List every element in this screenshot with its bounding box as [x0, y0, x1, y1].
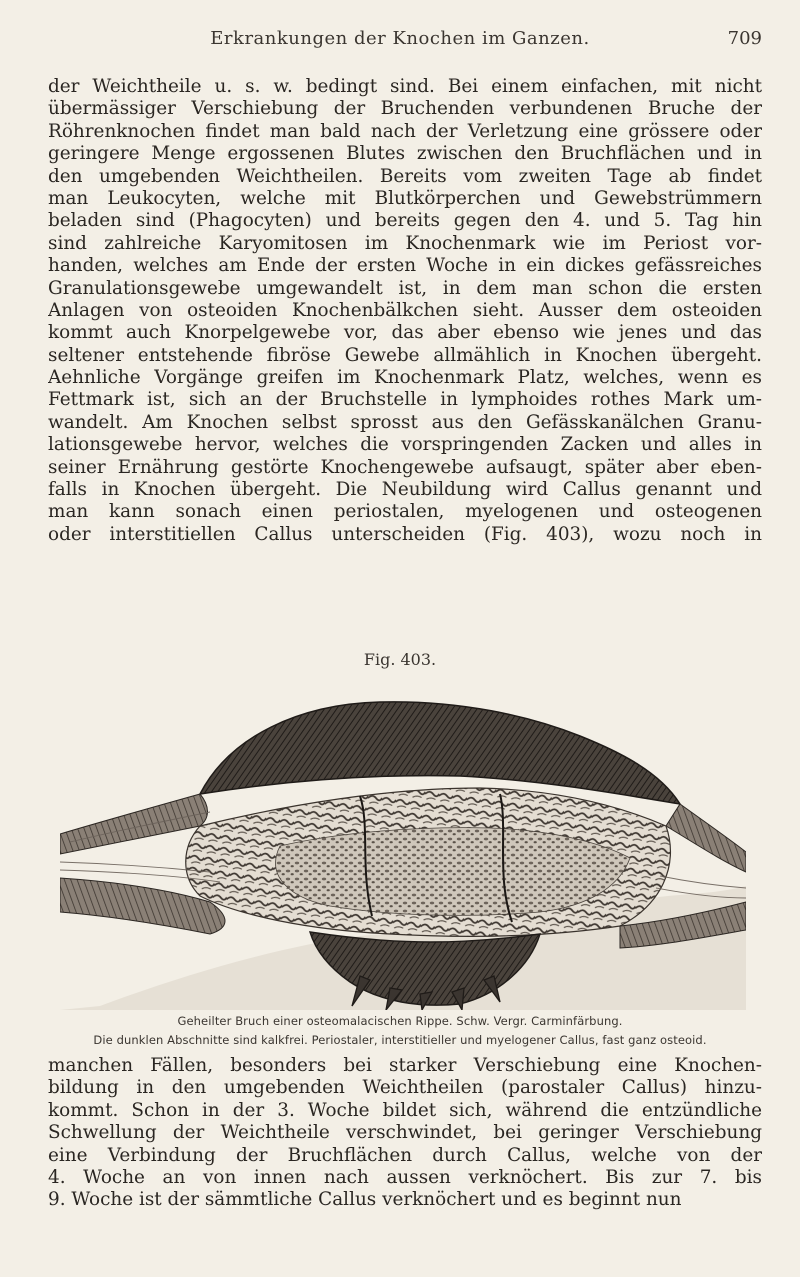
text-line: lationsgewebe hervor, welches die vorspringenden Zacken und alles in: [48, 434, 762, 456]
text-line: bildung in den umgebenden Weichtheilen (parostaler Callus) hinzu-: [48, 1077, 762, 1099]
text-line: 9. Woche ist der sämmtliche Callus verknöchert und es beginnt nun: [48, 1189, 682, 1211]
text-line: handen, welches am Ende der ersten Woche in ein dickes gefässreiches: [48, 255, 762, 277]
text-line: Fettmark ist, sich an der Bruchstelle in lymphoides rothes Mark um-: [48, 389, 762, 411]
figure-caption-detail: Die dunklen Abschnitte sind kalkfrei. Periostaler, interstitieller und myelogener Callus, fast ganz osteoid.: [93, 1033, 707, 1047]
text-line: Granulationsgewebe umgewandelt ist, in dem man schon die ersten: [48, 277, 762, 299]
bone-callus-illustration: [60, 676, 746, 1010]
text-line: Röhrenknochen findet man bald nach der Verletzung eine grössere oder: [48, 120, 762, 142]
text-line: geringere Menge ergossenen Blutes zwischen den Bruchflächen und in: [48, 143, 762, 165]
text-line: falls in Knochen übergeht. Die Neubildung wird Callus genannt und: [48, 479, 762, 501]
figure-label: Fig. 403.: [363, 650, 437, 669]
text-line: oder interstitiellen Callus unterscheiden (Fig. 403), wozu noch in: [48, 523, 762, 545]
text-line: sind zahlreiche Karyomitosen im Knochenmark wie im Periost vor-: [48, 232, 762, 254]
text-line: man kann sonach einen periostalen, myelogenen und osteogenen: [48, 501, 762, 523]
text-line: beladen sind (Phagocyten) und bereits gegen den 4. und 5. Tag hin: [48, 210, 762, 232]
text-line: eine Verbindung der Bruchflächen durch Callus, welche von der: [48, 1144, 762, 1166]
figure-illustration: [60, 676, 746, 1010]
text-line: wandelt. Am Knochen selbst sprosst aus den Gefässkanälchen Granu-: [48, 411, 762, 433]
page-header: [28, 28, 772, 54]
figure-caption-title: Geheilter Bruch einer osteomalacischen Rippe. Schw. Vergr. Carminfärbung.: [177, 1014, 623, 1028]
text-line: übermässiger Verschiebung der Bruchenden verbundenen Bruche der: [48, 98, 762, 120]
running-head: Erkrankungen der Knochen im Ganzen.: [210, 28, 590, 49]
text-line: kommt. Schon in der 3. Woche bildet sich, während die entzündliche: [48, 1099, 762, 1121]
page-number: 709: [727, 28, 762, 49]
cortex-upper-right: [666, 804, 746, 872]
myelogenous-callus: [276, 828, 630, 916]
text-line: der Weichtheile u. s. w. bedingt sind. Bei einem einfachen, mit nicht: [48, 76, 762, 97]
text-line: kommt auch Knorpelgewebe vor, das aber ebenso wie jenes und das: [48, 322, 762, 344]
text-line: den umgebenden Weichtheilen. Bereits vom zweiten Tage ab findet: [48, 165, 762, 187]
text-line: Aehnliche Vorgänge greifen im Knochenmark Platz, welches, wenn es: [48, 367, 762, 389]
body-paragraph-1: [48, 76, 762, 546]
text-line: manchen Fällen, besonders bei starker Verschiebung eine Knochen-: [48, 1055, 762, 1076]
cortex-upper-left: [60, 794, 208, 854]
text-line: seiner Ernährung gestörte Knochengewebe aufsaugt, später aber eben-: [48, 456, 762, 478]
text-line: Anlagen von osteoiden Knochenbälkchen sieht. Ausser dem osteoiden: [48, 299, 762, 321]
text-line: 4. Woche an von innen nach aussen verknöchert. Bis zur 7. bis: [48, 1166, 762, 1188]
body-paragraph-2: [48, 1055, 762, 1212]
text-line: man Leukocyten, welche mit Blutkörperchen und Gewebstrümmern: [48, 187, 762, 209]
text-line: seltener entstehende fibröse Gewebe allmählich in Knochen übergeht.: [48, 344, 762, 366]
text-line: Schwellung der Weichtheile verschwindet, bei geringer Verschiebung: [48, 1122, 762, 1144]
